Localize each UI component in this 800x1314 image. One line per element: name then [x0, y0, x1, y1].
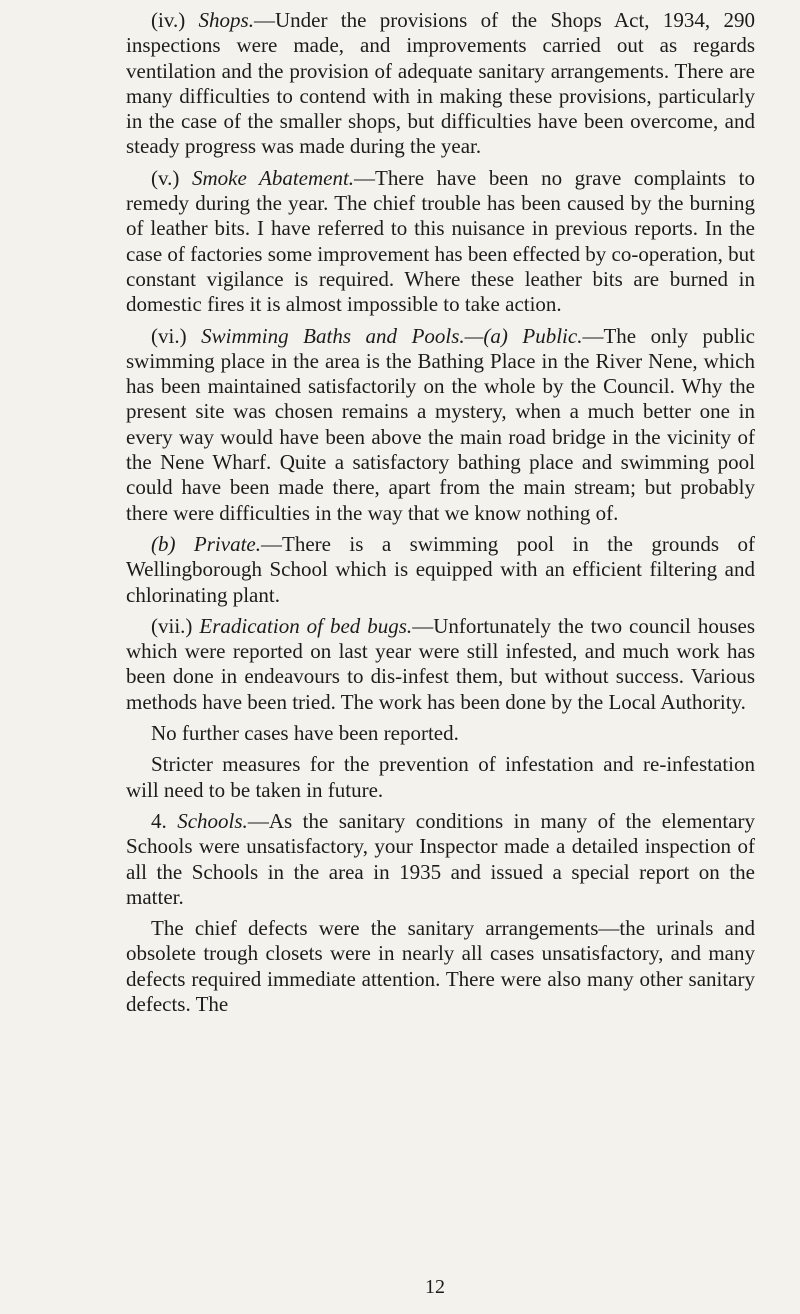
section-heading-swimming-baths: Swimming Baths and Pools.—(a) Public.	[201, 323, 583, 348]
paragraph-body: —Unfortunately the two council houses which were reported on last year were still infested, and much work has been done in endeavours to dis-infest them, but without success. Various methods have been tried. The work has been done by the Local Authority.	[126, 613, 755, 714]
paragraph-body: Stricter measures for the prevention of infestation and re-infestation will need to be taken in future.	[126, 752, 755, 802]
paragraph-prefix: 4.	[151, 808, 178, 833]
paragraph-stricter-measures	[126, 752, 755, 803]
paragraph-prefix: (iv.)	[151, 8, 199, 32]
paragraph-shops	[126, 8, 755, 160]
paragraph-prefix: (vii.)	[151, 613, 200, 638]
section-heading-smoke-abatement: Smoke Abatement.	[191, 165, 355, 190]
paragraph-prefix: (v.)	[151, 165, 192, 190]
paragraph-bed-bugs	[126, 614, 755, 715]
paragraph-body: The chief defects were the sanitary arrangements—the urinals and obsolete trough closets were in nearly all cases unsatisfactory, and many defects required immediate attention. There were also many other sanitary defects. The	[126, 916, 755, 1016]
section-heading-schools: Schools.	[177, 808, 248, 833]
paragraph-body: No further cases have been reported.	[151, 721, 459, 746]
section-heading-shops: Shops.	[198, 8, 254, 32]
paragraph-schools	[126, 809, 755, 910]
page-number: 12	[425, 1276, 445, 1298]
paragraph-swimming-public	[126, 324, 755, 526]
paragraph-body: —Under the provisions of the Shops Act, 1934, 290 inspections were made, and improvements carried out as regards ventilation and the provision of adequate sanitary arrangements. There are many difficulties to contend with in making these provisions, particularly in the case of the smaller shops, but difficulties have been overcome, and steady progress was made during the year.	[126, 8, 755, 159]
paragraph-body: —The only public swimming place in the area is the Bathing Place in the River Nene, which has been maintained satisfactorily on the whole by the Council. Why the present site was chosen remains a mystery, when a much better one in every way would have been above the main road bridge in the vicinity of the Nene Wharf. Quite a satisfactory bathing place and swimming pool could have been made there, apart from the main stream; but probably there were difficulties in the way that we know nothing of.	[126, 323, 756, 525]
body-text	[126, 8, 755, 1023]
section-heading-private: (b) Private.	[151, 531, 261, 556]
paragraph-smoke-abatement	[126, 166, 755, 318]
paragraph-chief-defects	[126, 916, 755, 1017]
section-heading-bed-bugs: Eradication of bed bugs.	[199, 613, 413, 638]
paragraph-body: —There is a swimming pool in the grounds of Wellingborough School which is equipped with an efficient filtering and chlorinating plant.	[126, 531, 756, 607]
paragraph-swimming-private	[126, 532, 755, 608]
paragraph-no-further-cases	[126, 721, 755, 746]
paragraph-body: —As the sanitary conditions in many of the elementary Schools were unsatisfactory, your Inspector made a detailed inspection of all the Schools in the area in 1935 and issued a special report on the matter.	[126, 808, 756, 909]
paragraph-prefix: (vi.)	[151, 323, 202, 348]
paragraph-body: —There have been no grave complaints to remedy during the year. The chief trouble has been caused by the burning of leather bits. I have referred to this nuisance in previous reports. In the case of factories some improvement has been effected by co-operation, but constant vigilance is required. Where these leather bits are burned in domestic fires it is almost impossible to take action.	[126, 165, 755, 317]
